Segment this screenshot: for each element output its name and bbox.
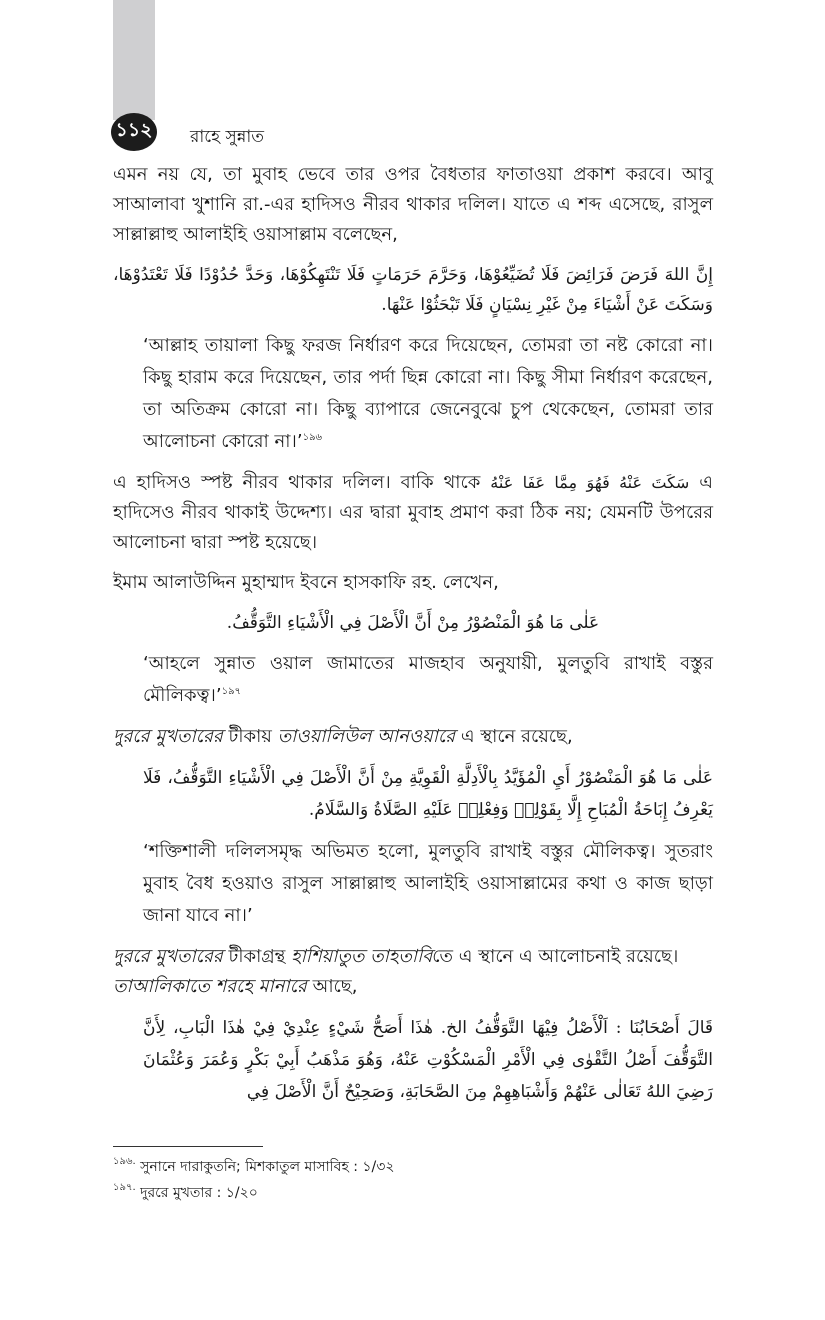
footnote-text: দুররে মুখতার : ১/২০ — [135, 1185, 258, 1201]
translation-quote — [143, 330, 713, 458]
footnote-marker: ১৯৬ — [302, 432, 323, 443]
footnote — [113, 1157, 394, 1177]
paragraph — [113, 722, 713, 752]
arabic-quote: عَلٰى مَا هُوَ الْمَنْصُوْرُ أَيِ الْمُؤَيَّدُ بِالْأَدِلَّةِ الْقَوِيَّةِ مِنْ أَنَّ الْأَصْلَ فِي الْأَشْيَاءِ التَّوَقُّفُ، فَلَا يَعْرِفُ إِبَاحَةُ الْمُبَاحِ إِلَّا بِقَوْلِهٖ وَفِعْلِهٖ عَلَيْهِ الصَّلَاةُ وَالسَّلَامُ. — [143, 768, 713, 820]
paragraph — [113, 942, 713, 972]
footnote — [113, 1183, 258, 1203]
book-title: দুররে মুখতারের — [113, 946, 223, 967]
decorative-side-bar — [113, 0, 155, 120]
page-number: ১১২ — [115, 119, 153, 141]
book-title: হাশিয়াতুত তাহতাবি — [291, 946, 433, 967]
paragraph-text: তে এ স্থানে এ আলোচনাই রয়েছে। — [432, 946, 679, 967]
book-title: তাআলিকাতে শরহে মানারে — [113, 976, 307, 997]
footnote-number: ১৯৭. — [113, 1182, 136, 1193]
arabic-quote: قَالَ أَصْحَابُنَا : اَلْأَصْلُ فِيْهَا التَّوَقُّفُ الخ. هٰذَا أَصَحُّ شَيْءٍ عِنْدِيْ فِيْ هٰذَا الْبَابِ، لِأَنَّ التَّوَقُّفَ أَصْلُ التَّقْوٰى فِي الْأَمْرِ الْمَسْكُوْتِ عَنْهُ، وَهُوَ مَذْهَبُ أَبِيْ بَكْرٍ وَعُمَرَ وَعُثْمَانَ رَضِيَ اللهُ تَعَالٰى عَنْهُمْ وَأَشْبَاهِهِمْ مِنَ الصَّحَابَةِ، وَصَحِيْحٌ أَنَّ الْأَصْلَ فِي — [143, 1018, 713, 1102]
running-title: রাহে সুন্নাত — [190, 127, 265, 147]
paragraph-text: টীকায় — [222, 726, 278, 747]
inline-arabic-phrase: سَكَتَ عَنْهُ فَهُوَ مِمَّا عَفَا عَنْهُ — [490, 473, 690, 492]
translation-quote: ‘শক্তিশালী দলিলসমৃদ্ধ অভিমত হলো, মুলতুবি রাখাই বস্তুর মৌলিকত্ব। সুতরাং মুবাহ বৈধ হওয়াও রাসুল সাল্লাল্লাহু আলাইহি ওয়াসাল্লামের কথা ও কাজ ছাড়া জানা যাবে না।’ — [143, 841, 713, 926]
translation-quote — [143, 648, 713, 712]
page-body — [113, 160, 713, 1108]
paragraph-text: এ হাদিসেও নীরব থাকাই উদ্দেশ্য। এর দ্বারা মুবাহ প্রমাণ করা ঠিক নয়; যেমনটি উপরের আলোচনা দ্বারা স্পষ্ট হয়েছে। — [113, 472, 713, 553]
book-title: তাওয়ালিউল আনওয়ারে — [277, 726, 456, 747]
footnote-text: সুনানে দারাকুতনি; মিশকাতুল মাসাবিহ : ১/৩২ — [135, 1159, 395, 1175]
paragraph — [113, 972, 713, 1002]
page-number-badge — [111, 113, 157, 151]
arabic-hadith-text: إِنَّ اللهَ فَرَضَ فَرَائِضَ فَلَا تُضَيِّعُوْهَا، وَحَرَّمَ حَرَمَاتٍ فَلَا تَنْتَهِكُوْهَا، وَحَدَّ حُدُوْدًا فَلَا تَعْتَدُوْهَا، وَسَكَتَ عَنْ أَشْيَاءَ مِنْ غَيْرِ نِسْيَانٍ فَلَا تَبْحَثُوْا عَنْهَا. — [113, 265, 713, 315]
paragraph-text: এ হাদিসও স্পষ্ট নীরব থাকার দলিল। বাকি থাকে — [113, 472, 481, 493]
paragraph: এমন নয় যে, তা মুবাহ ভেবে তার ওপর বৈধতার ফাতাওয়া প্রকাশ করবে। আবু সাআলাবা খুশানি রা.-এর হাদিসও নীরব থাকার দলিল। যাতে এ শব্দ এসেছে, রাসুল সাল্লাল্লাহু আলাইহি ওয়াসাল্লাম বলেছেন, — [113, 164, 713, 245]
paragraph-text: আছে, — [306, 976, 358, 997]
paragraph: ইমাম আলাউদ্দিন মুহাম্মাদ ইবনে হাসকাফি রহ. লেখেন, — [113, 572, 499, 593]
book-title: দুররে মুখতারের — [113, 726, 223, 747]
paragraph-text: টীকাগ্রন্থ — [222, 946, 292, 967]
quote-text: ‘আহলে সুন্নাত ওয়াল জামাতের মাজহাব অনুযায়ী, মুলতুবি রাখাই বস্তুর মৌলিকত্ব।’ — [143, 653, 713, 706]
footnote-divider — [113, 1146, 263, 1147]
arabic-quote: عَلٰى مَا هُوَ الْمَنْصُوْرُ مِنْ أَنَّ الْأَصْلَ فِي الْأَشْيَاءِ التَّوَقُّفُ. — [226, 613, 600, 633]
paragraph-text: এ স্থানে রয়েছে, — [455, 726, 573, 747]
footnote-number: ১৯৬. — [113, 1156, 136, 1167]
footnote-marker: ১৯৭ — [221, 686, 242, 697]
paragraph — [113, 468, 713, 558]
quote-text: ‘আল্লাহ তায়ালা কিছু ফরজ নির্ধারণ করে দিয়েছেন, তোমরা তা নষ্ট কোরো না। কিছু হারাম করে দিয়েছেন, তার পর্দা ছিন্ন কোরো না। কিছু সীমা নির্ধারণ করেছেন, তা অতিক্রম কোরো না। কিছু ব্যাপারে জেনেবুঝে চুপ থেকেছেন, তোমরা তার আলোচনা কোরো না।’ — [143, 335, 713, 452]
